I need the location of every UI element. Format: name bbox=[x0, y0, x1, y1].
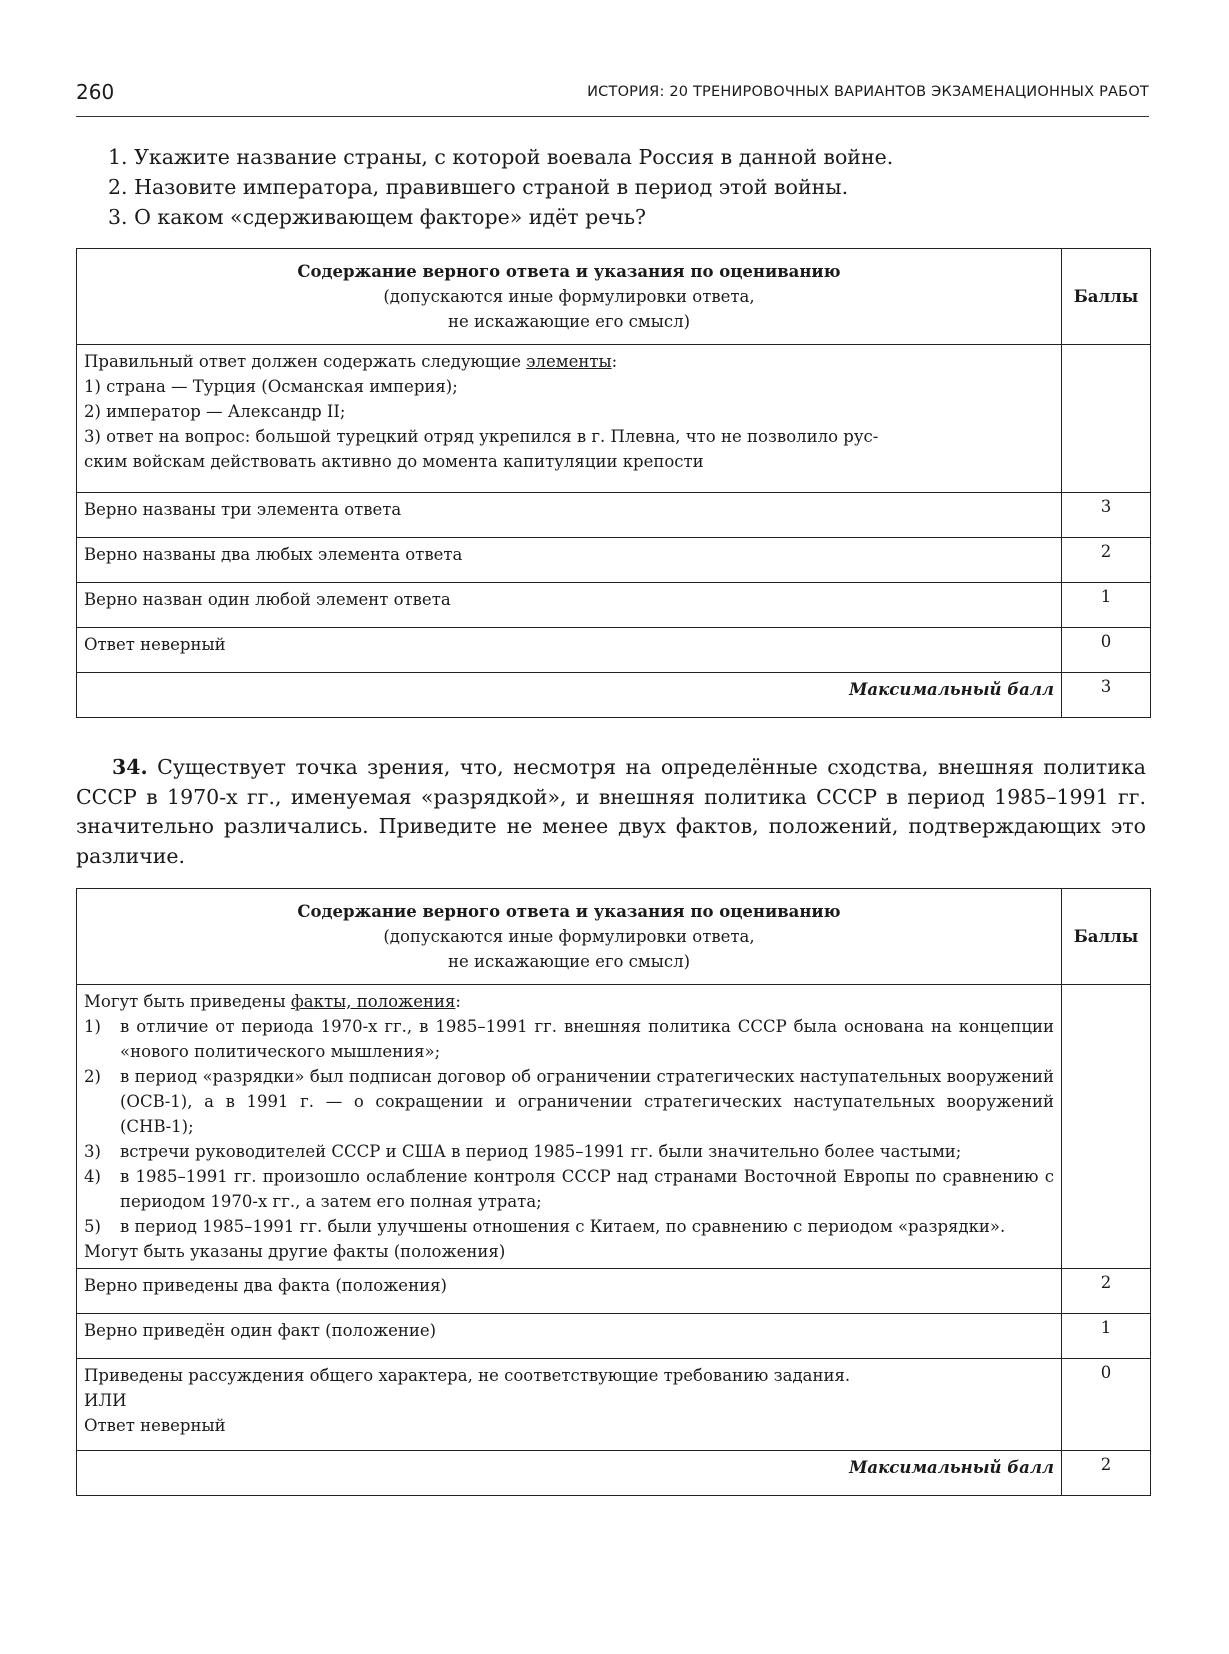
score-column-header: Баллы bbox=[1062, 249, 1151, 345]
score-cell: 3 bbox=[1062, 493, 1151, 538]
score-cell: 0 bbox=[1062, 628, 1151, 673]
criterion-row: Ответ неверный 0 bbox=[77, 628, 1151, 673]
criterion-row: Верно приведён один факт (положение) 1 bbox=[77, 1314, 1151, 1359]
criterion-row: Приведены рассуждения общего характера, не соответствующие требованию задания. ИЛИ Ответ неверный 0 bbox=[77, 1359, 1151, 1451]
score-cell: 1 bbox=[1062, 1314, 1151, 1359]
score-cell: 2 bbox=[1062, 1269, 1151, 1314]
table-header-row bbox=[77, 249, 1151, 345]
fact-item: 2) в период «разрядки» был подписан договор об ограничении стратегических наступательных вооружений (ОСВ-1), а в 1991 г. — о сокращении и ограничении стратегических наступательных вооружений (СНВ-1); bbox=[84, 1067, 1054, 1136]
answer-element: ским войскам действовать активно до момента капитуляции крепости bbox=[84, 452, 704, 471]
criterion-row: Верно названы три элемента ответа 3 bbox=[77, 493, 1151, 538]
criterion-row: Верно назван один любой элемент ответа 1 bbox=[77, 583, 1151, 628]
page-number: 260 bbox=[76, 80, 115, 104]
max-score-value: 2 bbox=[1062, 1451, 1151, 1496]
criterion-row: Верно названы два любых элемента ответа 2 bbox=[77, 538, 1151, 583]
score-cell: 1 bbox=[1062, 583, 1151, 628]
max-score-row bbox=[77, 673, 1151, 718]
answer-content: Правильный ответ должен содержать следующие элементы: 1) страна — Турция (Османская империя); 2) император — Александр II; 3) ответ на вопрос: большой турецкий отряд укрепился в г. Плевна, что не позволило рус- ским войскам действовать активно до момента капитуляции крепости bbox=[77, 345, 1062, 493]
max-score-label: Максимальный балл bbox=[77, 673, 1062, 718]
answer-element: 3) ответ на вопрос: большой турецкий отряд укрепился в г. Плевна, что не позволило рус- bbox=[84, 427, 879, 446]
fact-item: 1) в отличие от периода 1970-х гг., в 1985–1991 гг. внешняя политика СССР была основана на концепции «нового политического мышления»; bbox=[84, 1017, 1054, 1061]
max-score-row bbox=[77, 1451, 1151, 1496]
criterion-row: Верно приведены два факта (положения) 2 bbox=[77, 1269, 1151, 1314]
page-header bbox=[76, 80, 1149, 117]
answer-row bbox=[77, 345, 1151, 493]
fact-item: 5) в период 1985–1991 гг. были улучшены отношения с Китаем, по сравнению с периодом «разрядки». bbox=[84, 1217, 1006, 1236]
max-score-value: 3 bbox=[1062, 673, 1151, 718]
task-number: 34. bbox=[112, 755, 148, 779]
answer-content: Могут быть приведены факты, положения: 1) в отличие от периода 1970-х гг., в 1985–1991 гг. внешняя политика СССР была основана на концепции «нового политического мышления»; 2) в период «разрядки» был подписан договор об ограничении стратегических наступательных вооружений (ОСВ-1), а в 1991 г. — о сокращении и ограничении стратегических наступательных вооружений (СНВ-1); 3) встречи руководителей СССР и США в период 1985–1991 гг. были значительно более частыми; 4) в 1985–1991 гг. произошло ослабление контроля СССР над странами Восточной Европы по сравнению с периодом 1970-х гг., а затем его полная утрата; 5) в период 1985–1991 гг. были улучшены отношения с Китаем, по сравнению с периодом «разрядки». Могут быть указаны другие факты (положения) bbox=[77, 985, 1062, 1269]
score-cell: 2 bbox=[1062, 538, 1151, 583]
question-item: 1. Укажите название страны, с которой воевала Россия в данной войне. bbox=[108, 145, 894, 169]
max-score-label: Максимальный балл bbox=[77, 1451, 1062, 1496]
question-list bbox=[108, 142, 893, 232]
answer-outro: Могут быть указаны другие факты (положения) bbox=[84, 1242, 506, 1261]
score-column-header: Баллы bbox=[1062, 889, 1151, 985]
table-header-row bbox=[77, 889, 1151, 985]
scoring-table-2 bbox=[76, 888, 1151, 1496]
task-34 bbox=[76, 753, 1146, 871]
task-text: Существует точка зрения, что, несмотря на определённые сходства, внешняя политика СССР в 1970-х гг., именуемая «разрядкой», и внешняя политика СССР в период 1985–1991 гг. значительно различались. Приведите не менее двух фактов, положений, подтверждающих это различие. bbox=[76, 755, 1146, 868]
question-item: 2. Назовите императора, правившего страной в период этой войны. bbox=[108, 175, 849, 199]
answer-element: 2) император — Александр II; bbox=[84, 402, 346, 421]
running-title: ИСТОРИЯ: 20 ТРЕНИРОВОЧНЫХ ВАРИАНТОВ ЭКЗАМЕНАЦИОННЫХ РАБОТ bbox=[587, 84, 1149, 100]
answer-element: 1) страна — Турция (Османская империя); bbox=[84, 377, 458, 396]
question-item: 3. О каком «сдерживающем факторе» идёт речь? bbox=[108, 205, 647, 229]
fact-item: 3) встречи руководителей СССР и США в период 1985–1991 гг. были значительно более частыми; bbox=[84, 1142, 962, 1161]
scoring-table-1 bbox=[76, 248, 1151, 718]
answer-row bbox=[77, 985, 1151, 1269]
table-header-content: Содержание верного ответа и указания по оцениванию (допускаются иные формулировки ответа, не искажающие его смысл) bbox=[77, 249, 1062, 345]
score-cell: 0 bbox=[1062, 1359, 1151, 1451]
table-header-content: Содержание верного ответа и указания по оцениванию (допускаются иные формулировки ответа, не искажающие его смысл) bbox=[77, 889, 1062, 985]
fact-item: 4) в 1985–1991 гг. произошло ослабление контроля СССР над странами Восточной Европы по сравнению с периодом 1970-х гг., а затем его полная утрата; bbox=[84, 1167, 1054, 1211]
